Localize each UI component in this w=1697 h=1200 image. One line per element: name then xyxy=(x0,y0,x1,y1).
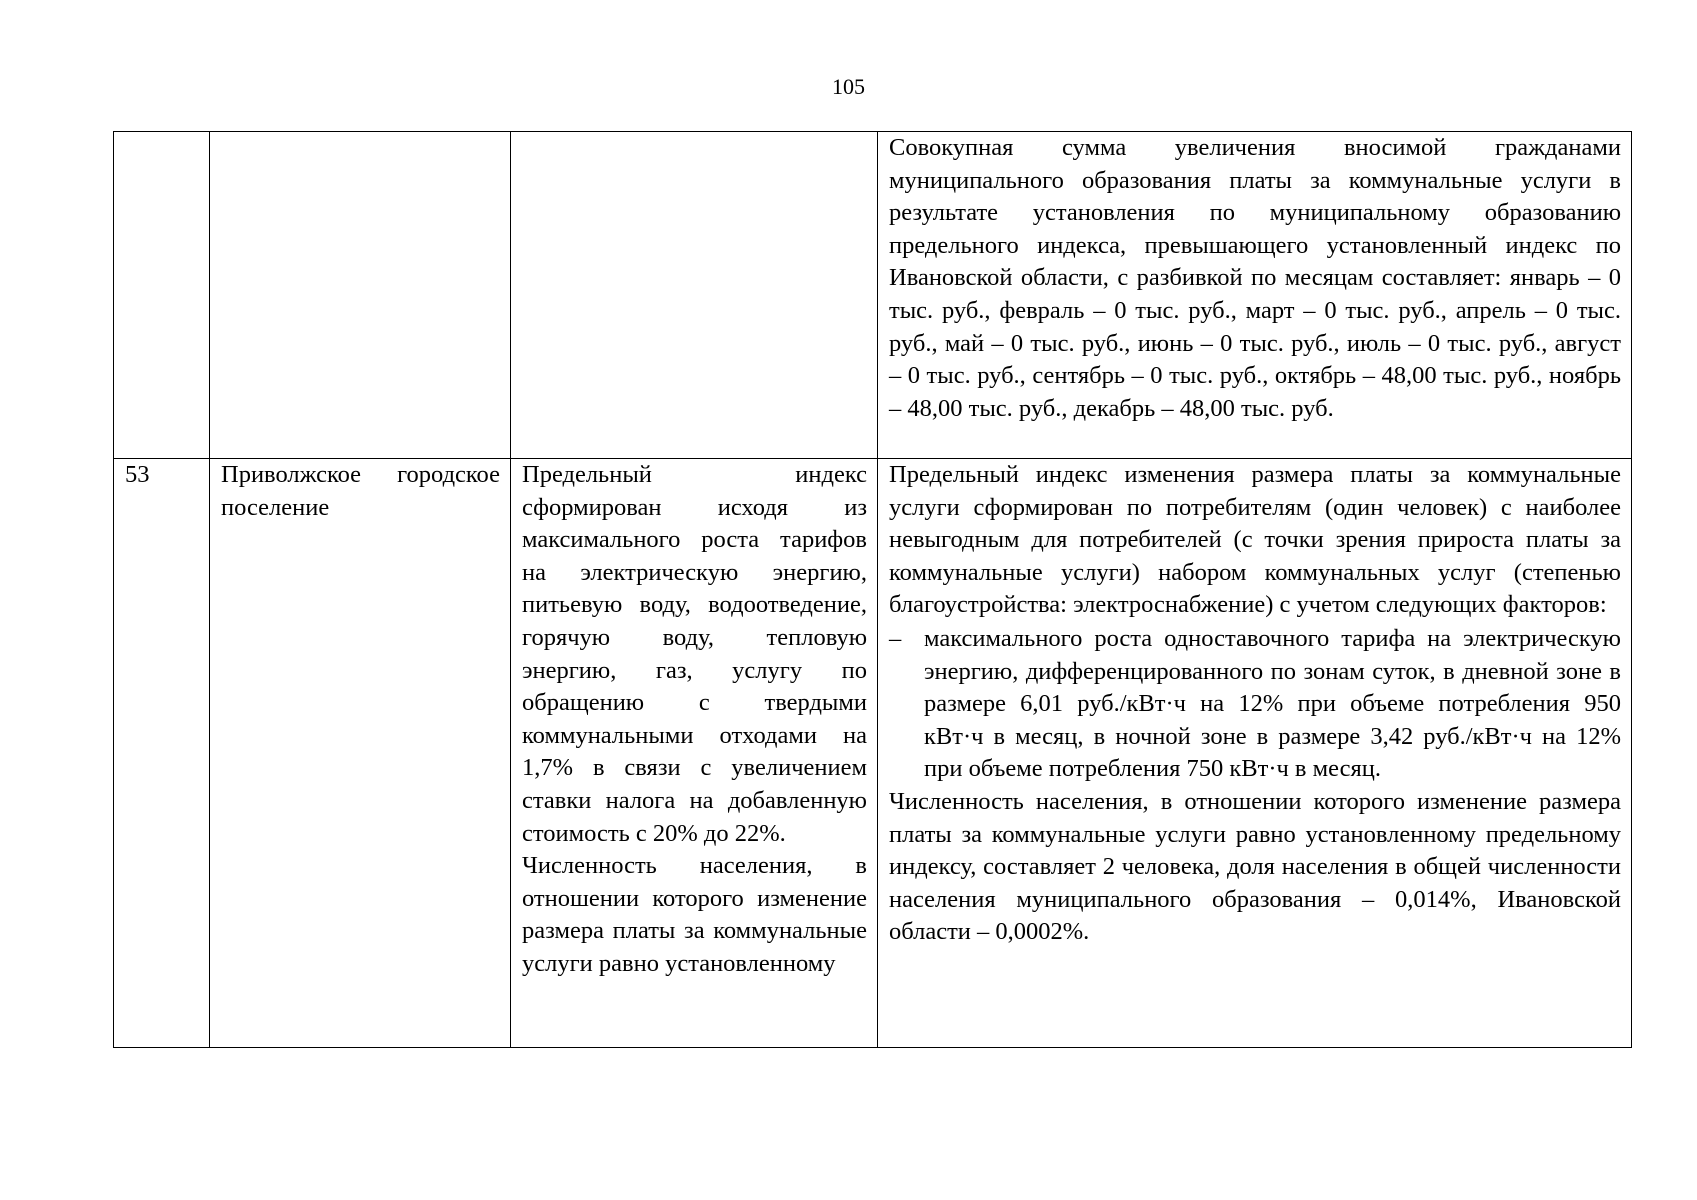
basis-paragraph-1: Предельный индекс сформирован исходя из максимального роста тарифов на электрическую энергию, питьевую воду, водоотведение, горячую воду, тепловую энергию, газ, услугу по обращению с твердыми коммунальными отходами на 1,7% в связи с увеличением ставки налога на добавленную стоимость с 20% до 22%. xyxy=(522,461,867,847)
municipal-index-table xyxy=(113,131,1632,1048)
cell-index-details xyxy=(878,132,1632,459)
cell-number: 53 xyxy=(114,459,210,1048)
cell-index-basis xyxy=(511,459,878,1048)
cell-index-basis xyxy=(511,132,878,459)
cell-municipality-name xyxy=(210,132,511,459)
cell-index-details xyxy=(878,459,1632,1048)
table-row-continued xyxy=(114,132,1632,459)
factor-text: максимального роста одноставочного тарифа на электрическую энергию, дифференцированного по зонам суток, в дневной зоне в размере 6,01 руб./кВт·ч на 12% при объеме потребления 950 кВт·ч в месяц, в ночной зоне в размере 3,42 руб./кВт·ч на 12% при объеме потребления 750 кВт·ч в месяц. xyxy=(924,624,1621,783)
population-text: Численность населения, в отношении которого изменение размера платы за коммунальные услуги равно установленному предельному индексу, составляет 2 человека, доля населения в общей численности населения муниципального образования – 0,014%, Ивановской области – 0,0002%. xyxy=(889,787,1621,946)
page-number: 105 xyxy=(832,74,865,99)
cell-municipality-name: Приволжское городское поселение xyxy=(210,459,511,1048)
factor-list-item xyxy=(889,623,1621,786)
table-row-53 xyxy=(114,459,1632,1048)
cell-number xyxy=(114,132,210,459)
total-increase-text: Совокупная сумма увеличения вносимой гражданами муниципального образования платы за коммунальные услуги в результате установления по муниципальному образованию предельного индекса, превышающего установленный индекс по Ивановской области, с разбивкой по месяцам составляет: январь – 0 тыс. руб., февраль – 0 тыс. руб., март – 0 тыс. руб., апрель – 0 тыс. руб., май – 0 тыс. руб., июнь – 0 тыс. руб., июль – 0 тыс. руб., август – 0 тыс. руб., сентябрь – 0 тыс. руб., октябрь – 48,00 тыс. руб., ноябрь – 48,00 тыс. руб., декабрь – 48,00 тыс. руб. xyxy=(889,134,1621,422)
details-intro: Предельный индекс изменения размера платы за коммунальные услуги сформирован по потребителям (один человек) с наиболее невыгодным для потребителей (с точки зрения прироста платы за коммунальные услуги) набором коммунальных услуг (степенью благоустройства: электроснабжение) с учетом следующих факторов: xyxy=(889,461,1621,619)
dash-bullet: – xyxy=(889,624,902,652)
basis-paragraph-2: Численность населения, в отношении которого изменение размера платы за коммунальные услуги равно установленному xyxy=(522,852,867,977)
